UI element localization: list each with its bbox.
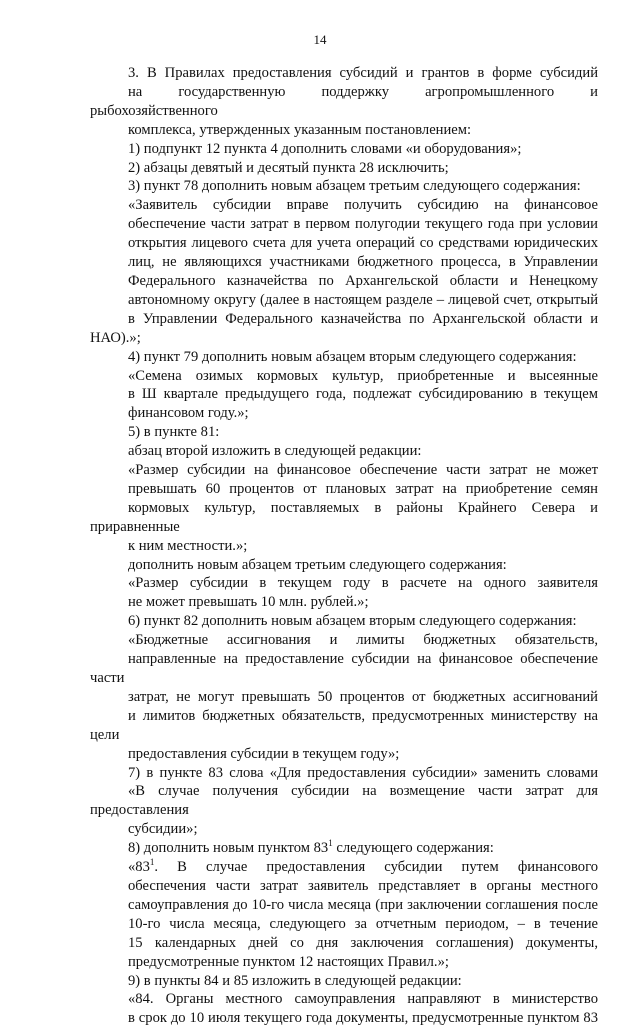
- paragraph-abzac-2: [90, 442, 598, 461]
- page-number: 14: [313, 32, 327, 47]
- text-line: «В случае получения субсидии на возмещение части затрат для предоставления: [90, 783, 598, 819]
- text-line: в срок до 10 июля текущего года документы, предусмотренные пунктом 83: [128, 1010, 598, 1027]
- quote-limit: [90, 574, 598, 612]
- text-line: не может превышать 10 млн. рублей.»;: [128, 594, 369, 611]
- text-line: 7) в пункте 83 слова «Для предоставления субсидии» заменить словами: [128, 764, 598, 781]
- text-line: 2) абзацы девятый и десятый пункта 28 исключить;: [128, 159, 449, 176]
- paragraph-abzac-3: [90, 556, 598, 575]
- text-line: предоставления субсидии в текущем году»;: [128, 745, 400, 762]
- quote-subsidy-size: [90, 461, 598, 556]
- text-line: открытия лицевого счета для учета операций со средствами юридических: [128, 235, 598, 252]
- subitem-5: [90, 423, 598, 442]
- text-line: «Размер субсидии на финансовое обеспечение части затрат не может: [128, 462, 598, 479]
- text-line: к ним местности.»;: [128, 537, 248, 554]
- superscript: 1: [328, 838, 333, 849]
- quote-83-1: [90, 858, 598, 971]
- text-line: 15 календарных дней со дня заключения соглашения) документы,: [128, 934, 598, 951]
- text-line: «Заявитель субсидии вправе получить субсидию на финансовое: [128, 197, 598, 214]
- text-line: обеспечение части затрат в первом полугодии текущего года при условии: [128, 216, 598, 233]
- text-line: [90, 839, 598, 858]
- text-segment: 8) дополнить новым пунктом 83: [128, 840, 329, 857]
- quote-budget: [90, 631, 598, 763]
- text-line: предусмотренные пунктом 12 настоящих Правил.»;: [128, 953, 449, 970]
- text-line: комплекса, утвержденных указанным постановлением:: [128, 121, 472, 138]
- text-line: кормовых культур, поставляемых в районы Крайнего Севера и приравненные: [90, 499, 598, 535]
- text-line: направленные на предоставление субсидии на финансовое обеспечение части: [90, 651, 598, 686]
- paragraph-3-intro: [90, 64, 598, 140]
- text-line: субсидии»;: [128, 821, 198, 838]
- text-line: 6) пункт 82 дополнить новым абзацем вторым следующего содержания:: [128, 613, 577, 630]
- text-line: в Ш квартале предыдущего года, подлежат субсидированию в текущем: [128, 386, 598, 403]
- text-line: лиц, не являющихся участниками бюджетного процесса, в Управлении: [128, 254, 598, 271]
- text-segment: «83: [128, 859, 150, 876]
- quote-84: [90, 990, 598, 1028]
- text-line: обеспечения части затрат заявитель представляет в органы местного: [128, 877, 598, 894]
- text-segment: следующего содержания:: [332, 840, 494, 857]
- subitem-1: [90, 140, 598, 159]
- subitem-7: [90, 764, 598, 840]
- text-line: «Семена озимых кормовых культур, приобретенные и высеянные: [128, 367, 598, 384]
- text-line: Федерального казначейства по Архангельской области и Ненецкому: [128, 272, 598, 289]
- text-line: 1) подпункт 12 пункта 4 дополнить словами «и оборудования»;: [128, 140, 522, 157]
- text-line: 3. В Правилах предоставления субсидий и грантов в форме субсидий: [128, 65, 598, 81]
- text-line: автономному округу (далее в настоящем разделе – лицевой счет, открытый: [128, 291, 598, 308]
- text-line: дополнить новым абзацем третьим следующего содержания:: [128, 556, 507, 573]
- text-line: и лимитов бюджетных обязательств, предусмотренных министерству на цели: [90, 707, 598, 743]
- subitem-6: [90, 612, 598, 631]
- text-line: 10-го числа месяца, следующего за отчетным периодом, – в течение: [128, 915, 598, 932]
- text-line: самоуправления до 10-го числа месяца (при заключении соглашения после: [128, 896, 598, 913]
- text-segment: . В случае предоставления субсидии путем финансового: [154, 859, 598, 876]
- document-body: [90, 64, 598, 1028]
- subitem-4: [90, 348, 598, 367]
- superscript: 1: [149, 857, 155, 868]
- text-line: на государственную поддержку агропромышленного и рыбохозяйственного: [90, 83, 598, 119]
- subitem-8: [90, 839, 598, 858]
- text-line: 3) пункт 78 дополнить новым абзацем третьим следующего содержания:: [128, 178, 581, 195]
- quote-seeds: [90, 367, 598, 424]
- subitem-3: [90, 177, 598, 196]
- subitem-2: [90, 159, 598, 178]
- text-line: «Бюджетные ассигнования и лимиты бюджетных обязательств,: [128, 632, 598, 649]
- subitem-9: [90, 972, 598, 991]
- text-line: «84. Органы местного самоуправления направляют в министерство: [128, 991, 598, 1008]
- text-line: [90, 858, 598, 877]
- text-line: «Размер субсидии в текущем году в расчете на одного заявителя: [128, 575, 598, 592]
- text-line: 4) пункт 79 дополнить новым абзацем вторым следующего содержания:: [128, 348, 577, 365]
- quote-applicant: [90, 196, 598, 347]
- text-line: финансовом году.»;: [128, 405, 249, 422]
- text-line: в Управлении Федерального казначейства по Архангельской области и НАО).»;: [90, 310, 598, 346]
- text-line: 5) в пункте 81:: [128, 424, 220, 441]
- text-line: абзац второй изложить в следующей редакции:: [128, 443, 422, 460]
- text-line: затрат, не могут превышать 50 процентов от бюджетных ассигнований: [128, 688, 598, 705]
- text-line: 9) в пункты 84 и 85 изложить в следующей редакции:: [128, 972, 462, 989]
- text-line: превышать 60 процентов от плановых затрат на приобретение семян: [128, 480, 598, 497]
